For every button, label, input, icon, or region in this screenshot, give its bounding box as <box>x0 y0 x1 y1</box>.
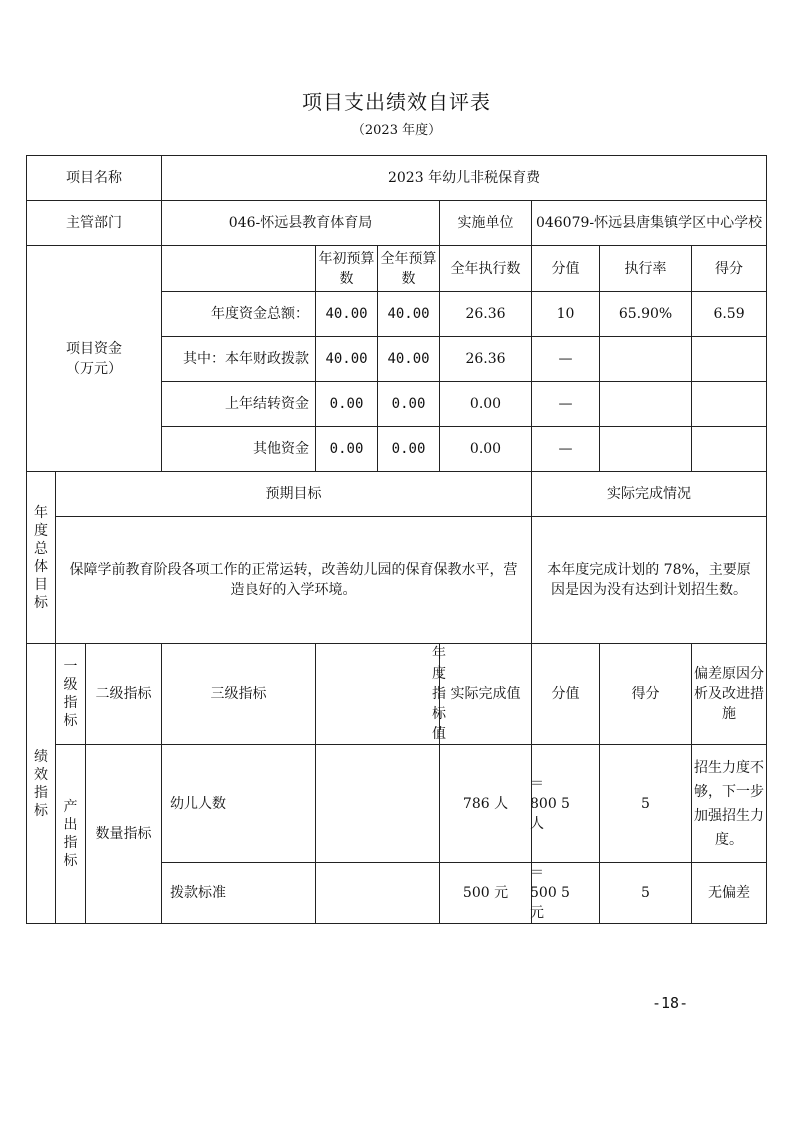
goals-content-row <box>27 517 767 644</box>
target-header: 年度指标值 <box>316 644 440 745</box>
executed-header: 全年执行数 <box>440 246 532 292</box>
page-number: -18- <box>652 994 689 1012</box>
expected-goal-text: 保障学前教育阶段各项工作的正常运转，改善幼儿园的保育保教水平，营造良好的入学环境。 <box>56 517 532 644</box>
project-name-row <box>27 156 767 201</box>
annual-budget-value: 40.00 <box>378 337 440 382</box>
actual-result-header: 实际完成情况 <box>532 472 767 517</box>
weight-header: 分值 <box>532 644 600 745</box>
score-value-value: — <box>532 337 600 382</box>
initial-budget-header: 年初预算数 <box>316 246 378 292</box>
indicator-row <box>27 745 767 863</box>
score-value-value: 10 <box>532 292 600 337</box>
score-value <box>692 382 767 427</box>
funds-header-row <box>27 246 767 292</box>
score-header: 得分 <box>692 246 767 292</box>
indicator-score-value: 5 <box>600 745 692 863</box>
level3-value: 拨款标准 <box>162 863 316 924</box>
impl-unit-label: 实施单位 <box>440 201 532 246</box>
deviation-value: 无偏差 <box>692 863 767 924</box>
funds-row-label: 年度资金总额： <box>162 292 316 337</box>
score-value-header: 分值 <box>532 246 600 292</box>
exec-rate-header: 执行率 <box>600 246 692 292</box>
score-value <box>692 427 767 472</box>
annual-budget-value: 0.00 <box>378 382 440 427</box>
level3-value: 幼儿人数 <box>162 745 316 863</box>
project-name-label: 项目名称 <box>27 156 162 201</box>
level1-value: 产出指标 <box>56 745 86 924</box>
level1-header: 一级指标 <box>56 644 86 745</box>
score-value-value: — <box>532 382 600 427</box>
funds-header-blank <box>162 246 316 292</box>
score-value: 6.59 <box>692 292 767 337</box>
weight-value: 5 <box>532 863 600 924</box>
level2-header: 二级指标 <box>86 644 162 745</box>
department-label: 主管部门 <box>27 201 162 246</box>
department-row <box>27 201 767 246</box>
indicator-score-header: 得分 <box>600 644 692 745</box>
level3-header: 三级指标 <box>162 644 316 745</box>
funds-row-label: 其他资金 <box>162 427 316 472</box>
department-value: 046-怀远县教育体育局 <box>162 201 440 246</box>
initial-budget-value: 0.00 <box>316 382 378 427</box>
executed-value: 0.00 <box>440 382 532 427</box>
exec-rate-value <box>600 382 692 427</box>
annual-budget-value: 0.00 <box>378 427 440 472</box>
initial-budget-value: 40.00 <box>316 337 378 382</box>
annual-budget-value: 40.00 <box>378 292 440 337</box>
actual-value: 786 人 <box>440 745 532 863</box>
initial-budget-value: 40.00 <box>316 292 378 337</box>
funds-section-label: 项目资金（万元） <box>27 246 162 472</box>
actual-value-header: 实际完成值 <box>440 644 532 745</box>
page-title: 项目支出绩效自评表 <box>302 90 491 114</box>
exec-rate-value: 65.90% <box>600 292 692 337</box>
impl-unit-value: 046079-怀远县唐集镇学区中心学校 <box>532 201 767 246</box>
target-value: ＝500元 <box>316 863 440 924</box>
weight-value: 5 <box>532 745 600 863</box>
indicators-section-label: 绩效指标 <box>27 644 56 924</box>
executed-value: 26.36 <box>440 337 532 382</box>
deviation-header: 偏差原因分析及改进措施 <box>692 644 767 745</box>
actual-value: 500 元 <box>440 863 532 924</box>
indicator-score-value: 5 <box>600 863 692 924</box>
page-subtitle: （2023 年度） <box>351 123 442 138</box>
score-value <box>692 337 767 382</box>
exec-rate-value <box>600 337 692 382</box>
funds-row-label: 其中：本年财政拨款 <box>162 337 316 382</box>
funds-row-label: 上年结转资金 <box>162 382 316 427</box>
project-name-value: 2023 年幼儿非税保育费 <box>162 156 767 201</box>
evaluation-table <box>26 155 767 924</box>
target-value: ＝800人 <box>316 745 440 863</box>
exec-rate-value <box>600 427 692 472</box>
deviation-value: 招生力度不够，下一步加强招生力度。 <box>692 745 767 863</box>
executed-value: 0.00 <box>440 427 532 472</box>
level2-value: 数量指标 <box>86 745 162 924</box>
executed-value: 26.36 <box>440 292 532 337</box>
indicators-header-row <box>27 644 767 745</box>
actual-result-text: 本年度完成计划的 78%，主要原因是因为没有达到计划招生数。 <box>532 517 767 644</box>
score-value-value: — <box>532 427 600 472</box>
goals-header-row <box>27 472 767 517</box>
annual-budget-header: 全年预算数 <box>378 246 440 292</box>
expected-goal-header: 预期目标 <box>56 472 532 517</box>
goals-section-label: 年度总体目标 <box>27 472 56 644</box>
initial-budget-value: 0.00 <box>316 427 378 472</box>
